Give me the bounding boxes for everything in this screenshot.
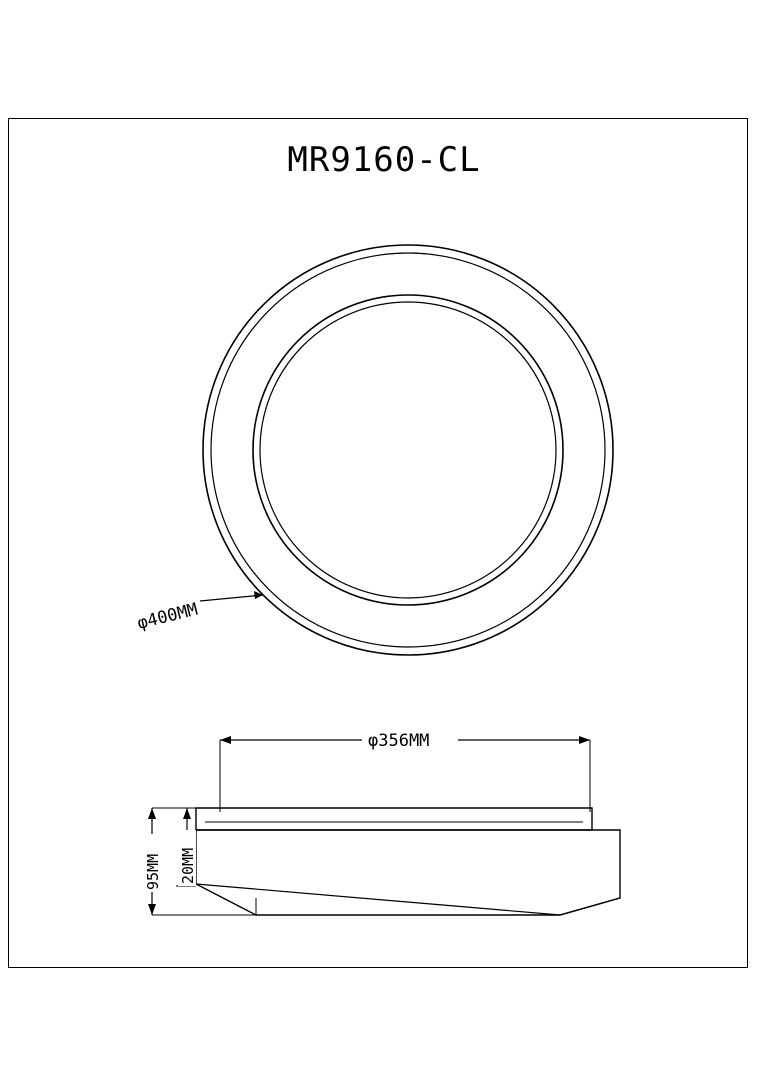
top-view-circles: [203, 245, 613, 655]
lens-height-label: 20MM: [179, 847, 197, 884]
inner-diameter-label: φ356MM: [368, 731, 430, 751]
side-view: [196, 808, 620, 915]
page-title: MR9160-CL: [287, 140, 481, 180]
outer-diameter-leader: [200, 591, 263, 601]
total-height-label: 95MM: [144, 853, 162, 890]
outer-diameter-label: φ400MM: [135, 599, 200, 634]
